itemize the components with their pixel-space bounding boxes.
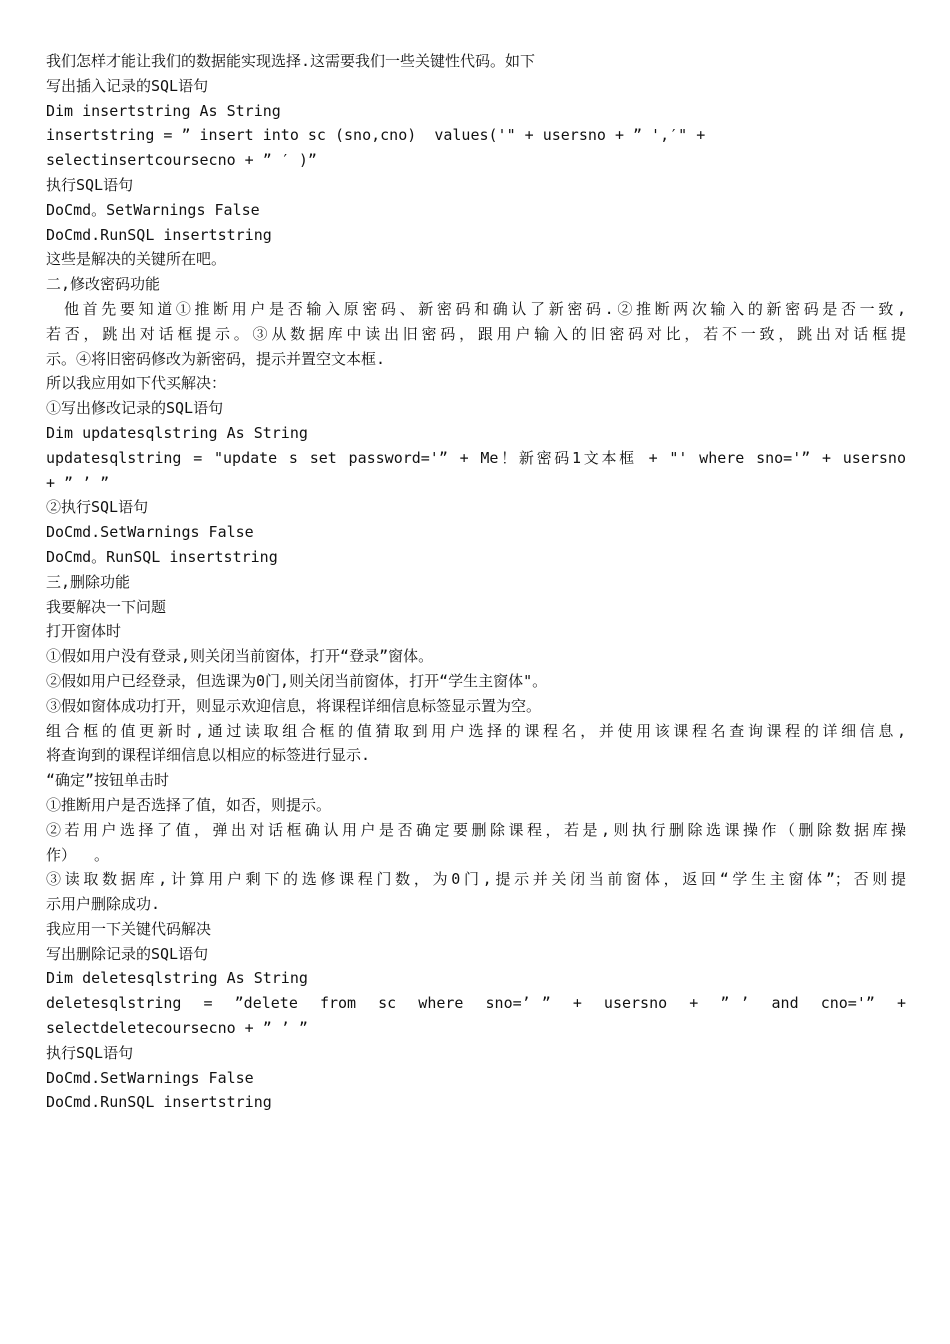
text-line: 写出插入记录的SQL语句 [46,76,209,95]
code-line: updatesqlstring = "update s set password='” + Me！新密码1文本框 + "' where sno='” + usersno [46,448,906,467]
code-line: deletesqlstring = ”delete from sc where sno=’ ” + usersno + ” ’ and cno='” + [46,994,906,1013]
code-line: DoCmd.SetWarnings False [46,1068,254,1087]
text-line: 作） 。 [46,845,110,864]
text-line: ③读取数据库,计算用户剩下的选修课程门数，为0门,提示并关闭当前窗体，返回“学生主窗体”；否则提 [46,870,906,889]
text-line: ③假如窗体成功打开，则显示欢迎信息，将课程详细信息标签显示置为空。 [46,696,542,715]
text-line: 我应用一下关键代码解决 [46,919,212,938]
text-line: 执行SQL语句 [46,175,134,194]
text-line: 示用户删除成功. [46,895,161,914]
code-line: DoCmd.SetWarnings False [46,523,254,542]
code-line: DoCmd.RunSQL insertstring [46,1093,272,1112]
text-line: 示。④将旧密码修改为新密码，提示并置空文本框. [46,349,386,368]
text-line: ①假如用户没有登录,则关闭当前窗体，打开“登录”窗体。 [46,647,434,666]
section-heading: 二,修改密码功能 [46,275,161,294]
text-line: 打开窗体时 [46,622,122,641]
code-line: + ” ’ ” [46,473,110,492]
code-line: Dim insertstring As String [46,101,281,120]
code-line: DoCmd。SetWarnings False [46,200,260,219]
text-line: 我们怎样才能让我们的数据能实现选择.这需要我们一些关键性代码。如下 [46,52,536,70]
document-body [46,49,906,1115]
text-line: 所以我应用如下代买解决： [46,374,227,393]
text-line: ①推断用户是否选择了值，如否，则提示。 [46,795,332,814]
text-line: 执行SQL语句 [46,1043,134,1062]
text-line: ②假如用户已经登录，但选课为0门,则关闭当前窗体，打开“学生主窗体"。 [46,671,548,690]
code-line: Dim updatesqlstring As String [46,423,308,442]
text-line: 我要解决一下问题 [46,597,167,616]
text-line: ①写出修改记录的SQL语句 [46,399,224,418]
section-heading: 三,删除功能 [46,572,131,591]
text-line: 将查询到的课程详细信息以相应的标签进行显示. [46,746,371,765]
text-line: 他首先要知道①推断用户是否输入原密码、新密码和确认了新密码.②推断两次输入的新密码是否一致, [64,299,906,318]
code-line: insertstring = ” insert into sc (sno,cno) values('" + usersno + ” ',′" + [46,126,706,145]
text-line: 若否，跳出对话框提示。③从数据库中读出旧密码，跟用户输入的旧密码对比，若不一致，跳出对话框提 [46,324,906,343]
code-line: selectinsertcoursecno + ” ′ )” [46,151,317,170]
text-line: 写出删除记录的SQL语句 [46,944,209,963]
text-line: 组合框的值更新时,通过读取组合框的值猜取到用户选择的课程名，并使用该课程名查询课程的详细信息, [46,721,906,740]
text-line: 这些是解决的关键所在吧。 [46,250,227,269]
code-line: Dim deletesqlstring As String [46,969,308,988]
text-line: ②执行SQL语句 [46,498,149,517]
text-line: ②若用户选择了值，弹出对话框确认用户是否确定要删除课程，若是,则执行删除选课操作（删除数据库操 [46,820,906,839]
code-line: selectdeletecoursecno + ” ’ ” [46,1019,308,1038]
code-line: DoCmd。RunSQL insertstring [46,547,278,566]
code-line: DoCmd.RunSQL insertstring [46,225,272,244]
text-line: “确定”按钮单击时 [46,771,170,790]
